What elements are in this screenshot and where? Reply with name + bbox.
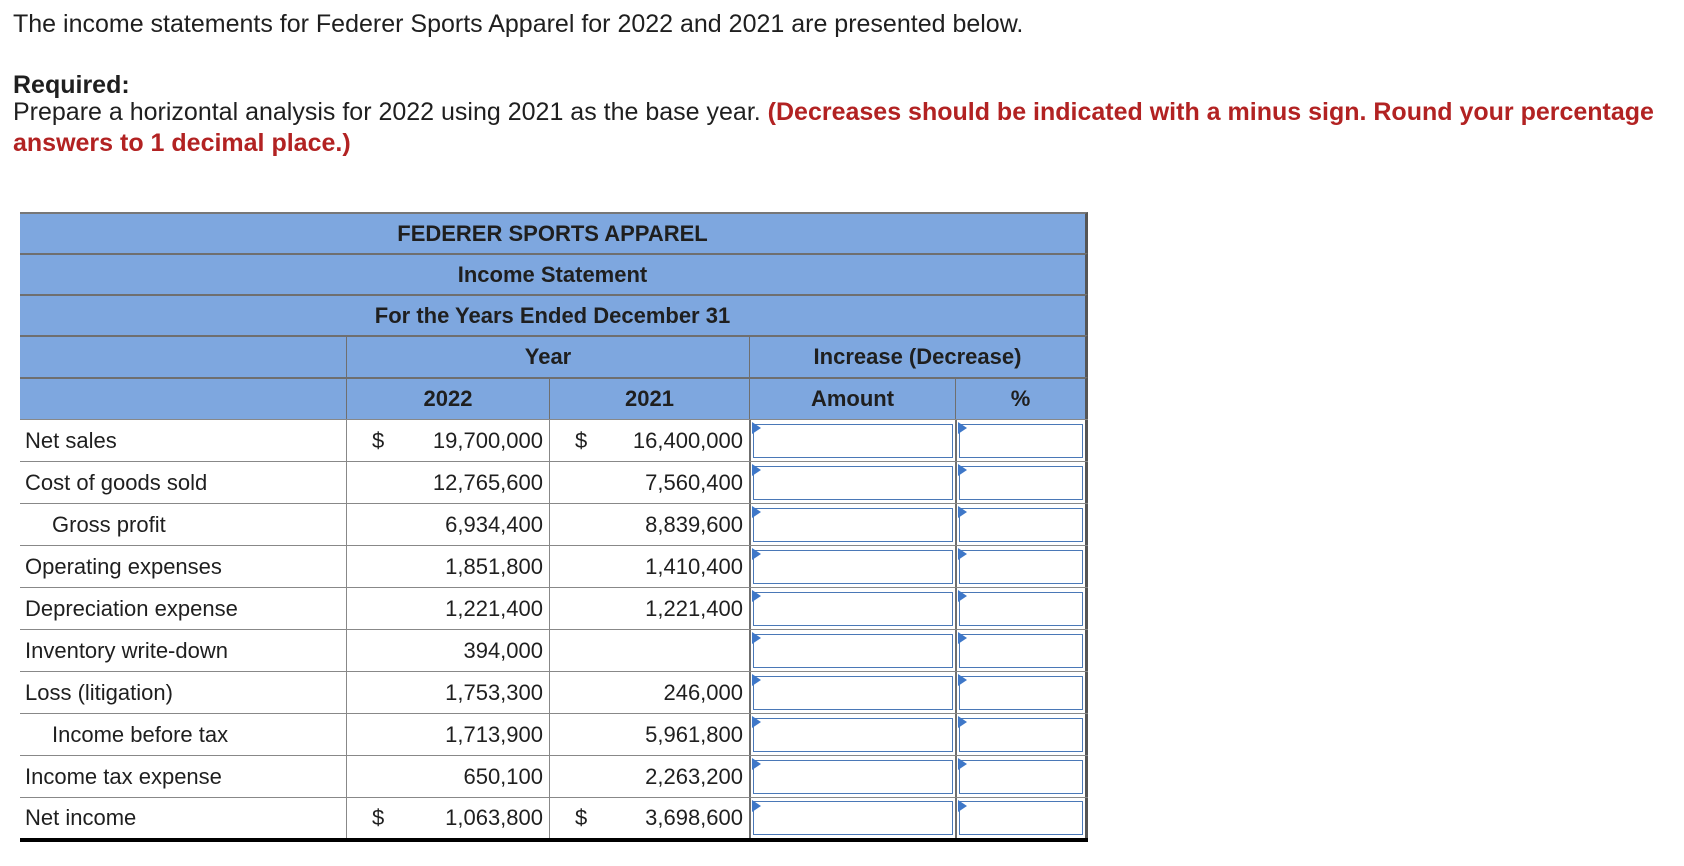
- amount-input[interactable]: [753, 718, 953, 752]
- table-row: [20, 713, 1088, 755]
- amount-input[interactable]: [753, 466, 953, 500]
- instructions-text: Prepare a horizontal analysis for 2022 using 2021 as the base year.: [13, 98, 761, 126]
- percent-input-cell: [955, 798, 1088, 838]
- header-blank: [20, 335, 346, 377]
- percent-input-cell: [955, 546, 1088, 587]
- value-2021: 1,410,400: [645, 553, 743, 579]
- header-amount: Amount: [749, 377, 955, 419]
- header-percent: %: [955, 377, 1088, 419]
- amount-input-cell: [749, 462, 955, 503]
- amount-input-cell: [749, 756, 955, 797]
- value-2021-cell: [549, 798, 749, 838]
- dropdown-flag-icon: [958, 758, 967, 770]
- dropdown-flag-icon: [958, 548, 967, 560]
- percent-input[interactable]: [959, 676, 1083, 710]
- value-2021: 2,263,200: [645, 763, 743, 789]
- percent-input[interactable]: [959, 424, 1083, 458]
- value-2022-cell: [346, 630, 549, 671]
- amount-input-cell: [749, 546, 955, 587]
- header-2021: 2021: [549, 377, 749, 419]
- amount-input-cell: [749, 420, 955, 461]
- table-row: [20, 545, 1088, 587]
- row-label: Income tax expense: [25, 763, 222, 789]
- table-row: [20, 755, 1088, 797]
- value-2021-cell: [549, 630, 749, 671]
- dropdown-flag-icon: [752, 800, 761, 812]
- value-2021: 5,961,800: [645, 721, 743, 747]
- value-2022: 1,851,800: [445, 553, 543, 579]
- value-2022: 6,934,400: [445, 511, 543, 537]
- percent-input[interactable]: [959, 466, 1083, 500]
- dropdown-flag-icon: [958, 590, 967, 602]
- value-2021-cell: [549, 420, 749, 461]
- value-2022: 1,063,800: [445, 805, 543, 830]
- dropdown-flag-icon: [958, 800, 967, 812]
- percent-input-cell: [955, 756, 1088, 797]
- row-label: Net sales: [25, 427, 117, 453]
- percent-input[interactable]: [959, 508, 1083, 542]
- value-2021-cell: [549, 714, 749, 755]
- currency-symbol: $: [575, 805, 588, 830]
- header-2022: 2022: [346, 377, 549, 419]
- amount-input[interactable]: [753, 634, 953, 668]
- income-statement-table: [20, 212, 1088, 842]
- value-2021: 7,560,400: [645, 469, 743, 495]
- row-label: Gross profit: [52, 511, 166, 537]
- instructions: [13, 97, 1678, 159]
- value-2021-cell: [549, 756, 749, 797]
- statement-period: For the Years Ended December 31: [20, 294, 1088, 335]
- value-2021-cell: [549, 672, 749, 713]
- header-change: Increase (Decrease): [749, 335, 1088, 377]
- value-2022: 1,221,400: [445, 595, 543, 621]
- value-2021-cell: [549, 588, 749, 629]
- percent-input[interactable]: [959, 760, 1083, 794]
- dropdown-flag-icon: [958, 506, 967, 518]
- percent-input[interactable]: [959, 634, 1083, 668]
- value-2022: 19,700,000: [432, 427, 543, 453]
- percent-input[interactable]: [959, 718, 1083, 752]
- dropdown-flag-icon: [752, 464, 761, 476]
- amount-input[interactable]: [753, 801, 953, 835]
- dropdown-flag-icon: [958, 674, 967, 686]
- header-row-columns: [20, 377, 1088, 419]
- amount-input-cell: [749, 714, 955, 755]
- dropdown-flag-icon: [958, 422, 967, 434]
- header-blank: [20, 377, 346, 419]
- amount-input-cell: [749, 630, 955, 671]
- value-2022-cell: [346, 546, 549, 587]
- value-2021: 16,400,000: [632, 427, 743, 453]
- value-2022-cell: [346, 588, 549, 629]
- table-row: [20, 503, 1088, 545]
- value-2021: 246,000: [663, 679, 743, 705]
- percent-input[interactable]: [959, 592, 1083, 626]
- dropdown-flag-icon: [752, 716, 761, 728]
- dropdown-flag-icon: [752, 758, 761, 770]
- percent-input-cell: [955, 630, 1088, 671]
- percent-input[interactable]: [959, 550, 1083, 584]
- percent-input-cell: [955, 672, 1088, 713]
- value-2022-cell: [346, 420, 549, 461]
- dropdown-flag-icon: [958, 464, 967, 476]
- statement-title: Income Statement: [20, 253, 1088, 294]
- percent-input-cell: [955, 504, 1088, 545]
- currency-symbol: $: [372, 805, 385, 830]
- value-2022-cell: [346, 462, 549, 503]
- dropdown-flag-icon: [958, 632, 967, 644]
- header-row-groups: [20, 335, 1088, 377]
- company-name: FEDERER SPORTS APPAREL: [20, 212, 1088, 253]
- row-label: Operating expenses: [25, 553, 222, 579]
- amount-input-cell: [749, 798, 955, 838]
- table-row: [20, 587, 1088, 629]
- row-label: Cost of goods sold: [25, 469, 208, 495]
- amount-input[interactable]: [753, 760, 953, 794]
- dropdown-flag-icon: [752, 506, 761, 518]
- row-label: Income before tax: [52, 721, 229, 747]
- dropdown-flag-icon: [752, 674, 761, 686]
- value-2022: 1,753,300: [445, 679, 543, 705]
- value-2022-cell: [346, 714, 549, 755]
- amount-input[interactable]: [753, 508, 953, 542]
- value-2022-cell: [346, 756, 549, 797]
- amount-input-cell: [749, 588, 955, 629]
- currency-symbol: $: [372, 427, 385, 453]
- value-2022: 1,713,900: [445, 721, 543, 747]
- value-2022-cell: [346, 798, 549, 838]
- dropdown-flag-icon: [752, 422, 761, 434]
- value-2022-cell: [346, 504, 549, 545]
- value-2021: 3,698,600: [645, 805, 743, 830]
- table-row: [20, 629, 1088, 671]
- value-2022: 12,765,600: [432, 469, 543, 495]
- dropdown-flag-icon: [752, 632, 761, 644]
- dropdown-flag-icon: [958, 716, 967, 728]
- required-heading: Required:: [13, 71, 130, 99]
- row-label: Net income: [25, 805, 137, 830]
- amount-input[interactable]: [753, 676, 953, 710]
- amount-input[interactable]: [753, 592, 953, 626]
- percent-input[interactable]: [959, 801, 1083, 835]
- percent-input-cell: [955, 714, 1088, 755]
- dropdown-flag-icon: [752, 548, 761, 560]
- value-2022-cell: [346, 672, 549, 713]
- row-label: Inventory write-down: [25, 637, 228, 663]
- value-2021-cell: [549, 546, 749, 587]
- amount-input[interactable]: [753, 550, 953, 584]
- value-2022: 650,100: [463, 763, 543, 789]
- amount-input-cell: [749, 672, 955, 713]
- statement-rows: [20, 419, 1088, 842]
- percent-input-cell: [955, 462, 1088, 503]
- value-2021-cell: [549, 504, 749, 545]
- amount-input-cell: [749, 504, 955, 545]
- dropdown-flag-icon: [752, 590, 761, 602]
- table-row: [20, 671, 1088, 713]
- amount-input[interactable]: [753, 424, 953, 458]
- percent-input-cell: [955, 588, 1088, 629]
- value-2021: 1,221,400: [645, 595, 743, 621]
- value-2021-cell: [549, 462, 749, 503]
- row-label: Depreciation expense: [25, 595, 238, 621]
- intro-text: The income statements for Federer Sports Apparel for 2022 and 2021 are presented below.: [13, 10, 1024, 38]
- header-year: Year: [346, 335, 749, 377]
- row-label: Loss (litigation): [25, 679, 173, 705]
- table-row: [20, 461, 1088, 503]
- value-2021: 8,839,600: [645, 511, 743, 537]
- value-2022: 394,000: [463, 637, 543, 663]
- table-row: [20, 419, 1088, 461]
- table-row: [20, 797, 1088, 842]
- percent-input-cell: [955, 420, 1088, 461]
- currency-symbol: $: [575, 427, 588, 453]
- instructions-warning: (Decreases should be indicated with a minus sign. Round your percentage answers to 1 decimal place.): [13, 98, 1654, 157]
